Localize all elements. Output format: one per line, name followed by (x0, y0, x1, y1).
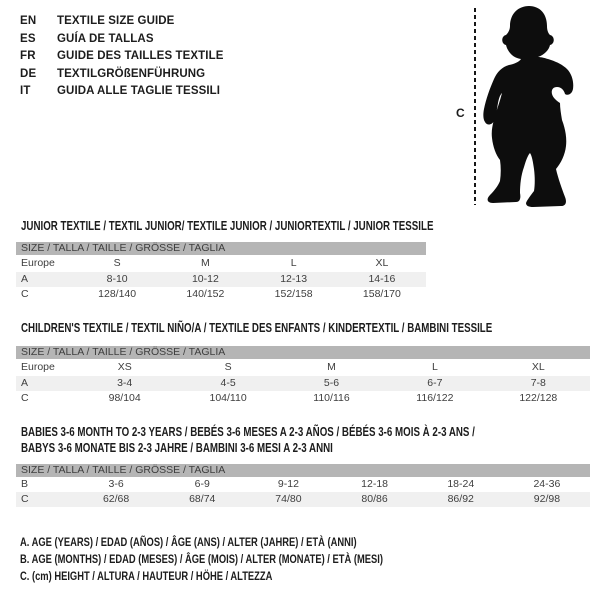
size-header-bar: SIZE / TALLA / TAILLE / GRÖSSE / TAGLIA (16, 346, 590, 359)
size-cell: M (201, 257, 210, 269)
value-cell: 8-10 (106, 273, 128, 285)
junior-heading-text: JUNIOR TEXTILE / TEXTIL JUNIOR/ TEXTILE JUNIOR / JUNIORTEXTIL / JUNIOR TESSILE (21, 219, 434, 233)
language-code: ES (20, 32, 36, 45)
value-cell: 122/128 (519, 392, 558, 404)
language-row-it (20, 83, 224, 101)
row-label: Europe (21, 257, 55, 269)
babies-section-heading (21, 424, 600, 456)
footnote-b (20, 551, 485, 568)
value-cell: 68/74 (189, 493, 216, 505)
value-cell: 110/116 (313, 392, 350, 404)
size-cell: L (290, 257, 297, 269)
row-label: B (21, 478, 29, 490)
footnote-c (20, 568, 485, 585)
babies-size-table (16, 464, 590, 507)
language-title: TEXTILGRÖßENFÜHRUNG (57, 67, 206, 80)
language-row-de (20, 66, 224, 84)
size-cell: XL (531, 361, 545, 373)
size-cell: XL (375, 257, 389, 269)
value-cell: 86/92 (447, 493, 474, 505)
junior-section-heading (21, 218, 550, 234)
value-cell: 128/140 (98, 288, 137, 300)
language-code: IT (20, 85, 31, 97)
value-cell: 6-9 (194, 478, 210, 490)
size-cell: XS (117, 361, 132, 373)
row-label: A (21, 273, 29, 285)
junior-size-table (16, 242, 426, 302)
value-cell: 74/80 (275, 493, 302, 505)
table-row-height (16, 391, 590, 406)
value-cell: 12-13 (280, 273, 308, 285)
row-label: C (21, 392, 29, 404)
row-label: A (21, 377, 29, 389)
language-row-en (20, 13, 224, 31)
footnote-a-text: A. AGE (YEARS) / EDAD (AÑOS) / ÂGE (ANS) / ALTER (JAHRE) / ETÀ (ANNI) (20, 535, 357, 549)
size-cell: S (224, 361, 232, 373)
language-code: FR (20, 50, 36, 62)
footnote-legend (20, 534, 485, 585)
language-row-es (20, 31, 224, 49)
babies-heading-line2: BABYS 3-6 MONATE BIS 2-3 JAHRE / BAMBINI 3-6 MESI A 2-3 ANNI (21, 441, 333, 455)
language-title: GUIDE DES TAILLES TEXTILE (57, 50, 224, 62)
baby-silhouette (481, 2, 599, 210)
language-title: TEXTILE SIZE GUIDE (57, 15, 175, 27)
footnote-c-text: C. (cm) HEIGHT / ALTURA / HAUTEUR / HÖHE / ALTEZZA (20, 569, 273, 583)
language-title: GUIDA ALLE TAGLIE TESSILI (57, 85, 221, 97)
table-row-height (16, 492, 590, 507)
value-cell: 3-6 (108, 478, 124, 490)
row-label: Europe (21, 361, 55, 373)
value-cell: 158/170 (362, 288, 401, 300)
value-cell: 3-4 (117, 377, 133, 389)
language-code: EN (20, 15, 37, 27)
value-cell: 98/104 (108, 392, 141, 404)
value-cell: 18-24 (447, 478, 475, 490)
size-header-bar: SIZE / TALLA / TAILLE / GRÖSSE / TAGLIA (16, 464, 590, 477)
value-cell: 24-36 (533, 478, 561, 490)
value-cell: 92/98 (533, 493, 561, 505)
value-cell: 14-16 (368, 273, 396, 285)
babies-heading-line1: BABIES 3-6 MONTH TO 2-3 YEARS / BEBÉS 3-6 MESES A 2-3 AÑOS / BÉBÉS 3-6 MOIS À 2-3 ANS / (21, 425, 475, 439)
row-label: C (21, 288, 29, 300)
value-cell: 5-6 (323, 377, 340, 389)
value-cell: 80/86 (361, 493, 388, 505)
table-row-height (16, 287, 426, 302)
size-cell: L (431, 361, 438, 373)
value-cell: 12-18 (361, 478, 388, 490)
language-row-fr (20, 48, 224, 66)
value-cell: 116/122 (416, 392, 454, 404)
table-row-age (16, 376, 590, 391)
table-row-age (16, 272, 426, 287)
children-size-table (16, 346, 590, 406)
value-cell: 152/158 (274, 288, 313, 300)
value-cell: 62/68 (102, 493, 130, 505)
value-cell: 4-5 (220, 377, 236, 389)
value-cell: 104/110 (209, 392, 247, 404)
height-measure-label-c: C (456, 106, 465, 120)
table-row-europe (16, 255, 426, 272)
language-code: DE (20, 67, 37, 80)
language-title: GUÍA DE TALLAS (57, 32, 154, 45)
children-section-heading (21, 320, 600, 336)
value-cell: 6-7 (427, 377, 443, 389)
children-heading-text: CHILDREN'S TEXTILE / TEXTIL NIÑO/A / TEXTILE DES ENFANTS / KINDERTEXTIL / BAMBINI TESSILE (21, 321, 493, 335)
size-cell: S (113, 257, 121, 269)
footnote-a (20, 534, 485, 551)
value-cell: 140/152 (186, 288, 225, 300)
table-row-age-months (16, 477, 590, 492)
footnote-b-text: B. AGE (MONTHS) / EDAD (MESES) / ÂGE (MOIS) / ALTER (MONATE) / ETÀ (MESI) (20, 552, 383, 566)
value-cell: 7-8 (530, 377, 546, 389)
language-list (20, 13, 224, 101)
table-row-europe (16, 359, 590, 376)
value-cell: 9-12 (277, 478, 299, 490)
size-header-bar: SIZE / TALLA / TAILLE / GRÖSSE / TAGLIA (16, 242, 426, 255)
size-cell: M (327, 361, 336, 373)
value-cell: 10-12 (191, 273, 219, 285)
height-measure-dashed-line (474, 8, 476, 205)
row-label: C (21, 493, 29, 505)
